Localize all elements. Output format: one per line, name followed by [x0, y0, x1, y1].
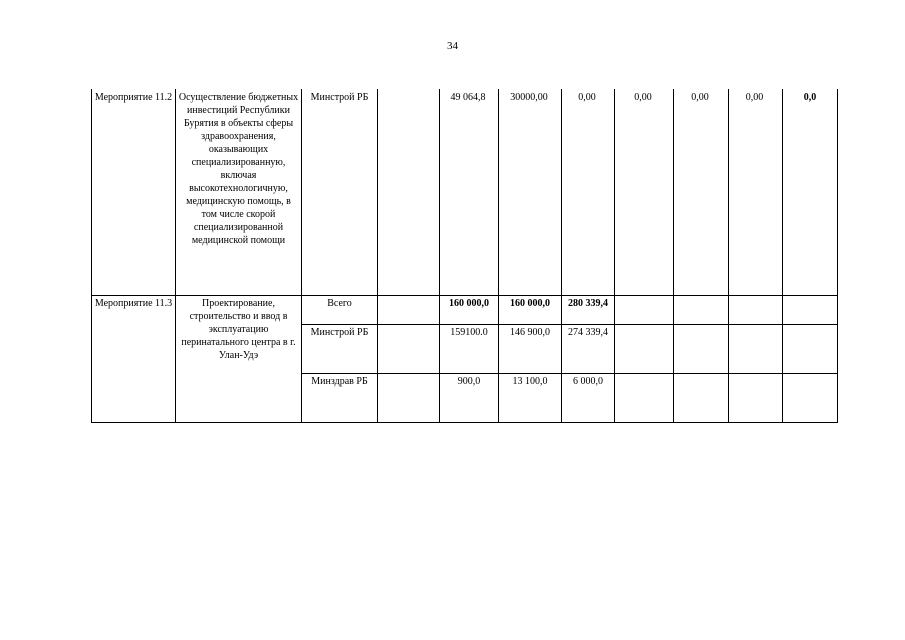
- value-cell: [615, 324, 674, 373]
- value-cell: [378, 295, 440, 324]
- value-cell: [378, 89, 440, 295]
- value-cell: [615, 373, 674, 422]
- value-cell: 0,0: [783, 89, 838, 295]
- value-cell: 0,00: [729, 89, 783, 295]
- value-cell: 160 000,0: [499, 295, 562, 324]
- value-cell: 160 000,0: [440, 295, 499, 324]
- value-cell: [378, 373, 440, 422]
- value-cell: 274 339,4: [562, 324, 615, 373]
- table-row: [92, 295, 838, 324]
- page-number: 34: [447, 40, 458, 52]
- executor-cell: Минстрой РБ: [302, 324, 378, 373]
- value-cell: 146 900,0: [499, 324, 562, 373]
- value-cell: [674, 324, 729, 373]
- value-cell: [729, 295, 783, 324]
- value-cell: 49 064,8: [440, 89, 499, 295]
- table-row: [92, 89, 838, 295]
- description-cell: Осуществление бюджетных инвестиций Республики Бурятия в объекты сферы здравоохранения, оказывающих специализированную, включая высокотехнологичную, медицинскую помощь, в том числе скорой специализированной медицинской помощи: [176, 89, 302, 295]
- value-cell: [783, 295, 838, 324]
- value-cell: [729, 373, 783, 422]
- value-cell: [729, 324, 783, 373]
- value-cell: 0,00: [562, 89, 615, 295]
- event-cell: Мероприятие 11.2: [92, 89, 176, 295]
- value-cell: 900,0: [440, 373, 499, 422]
- value-cell: 280 339,4: [562, 295, 615, 324]
- value-cell: 159100.0: [440, 324, 499, 373]
- value-cell: 13 100,0: [499, 373, 562, 422]
- value-cell: [674, 373, 729, 422]
- value-cell: [783, 373, 838, 422]
- value-cell: 0,00: [674, 89, 729, 295]
- value-cell: 0,00: [615, 89, 674, 295]
- executor-cell: Всего: [302, 295, 378, 324]
- executor-cell: Минстрой РБ: [302, 89, 378, 295]
- value-cell: [783, 324, 838, 373]
- value-cell: [378, 324, 440, 373]
- value-cell: [615, 295, 674, 324]
- budget-table: [91, 89, 838, 423]
- value-cell: [674, 295, 729, 324]
- event-cell: Мероприятие 11.3: [92, 295, 176, 422]
- value-cell: 30000,00: [499, 89, 562, 295]
- value-cell: 6 000,0: [562, 373, 615, 422]
- description-cell: Проектирование, строительство и ввод в эксплуатацию перинатального центра в г. Улан-Удэ: [176, 295, 302, 422]
- executor-cell: Минздрав РБ: [302, 373, 378, 422]
